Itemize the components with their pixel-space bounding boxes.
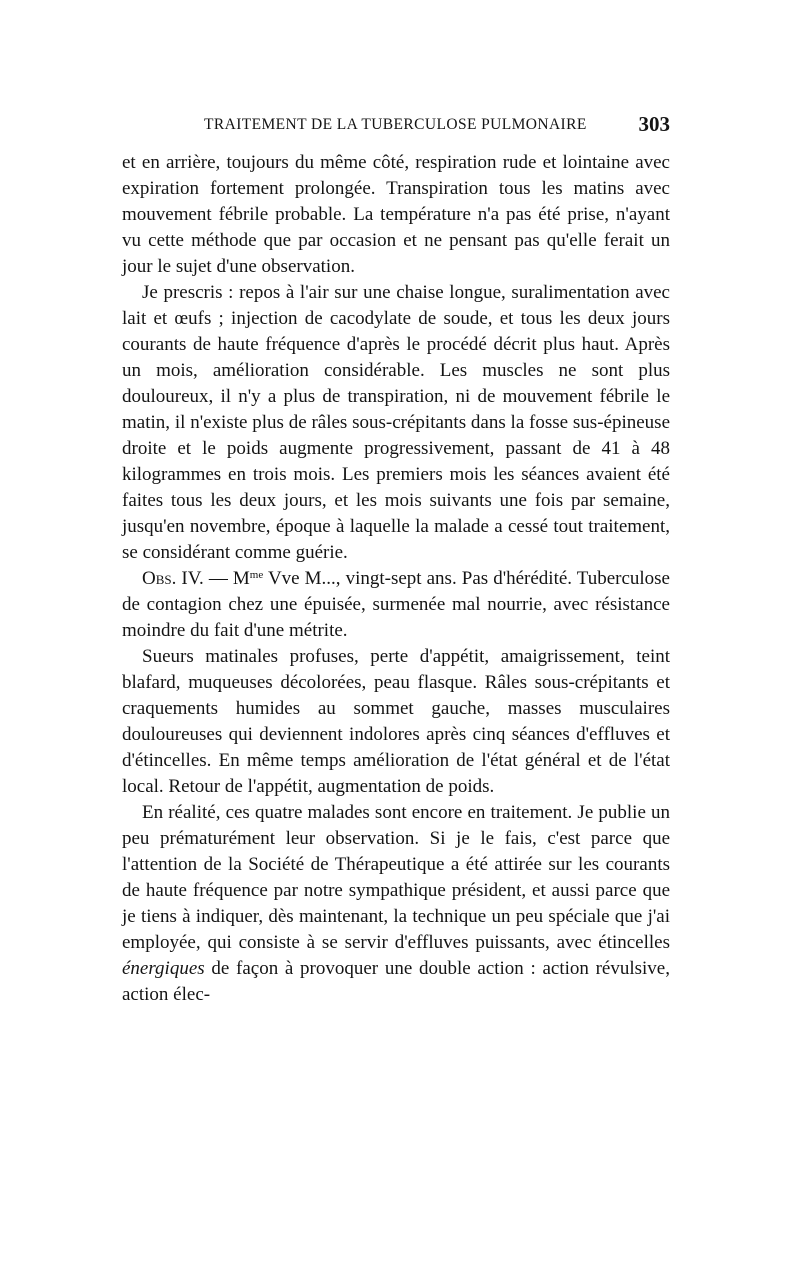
conclusion-emphasis: énergiques [122, 958, 205, 979]
paragraph-symptoms: Sueurs matinales profuses, perte d'appétit, amaigrissement, teint blafard, muqueuses décolorées, peau flasque. Râles sous-crépitants et craquements humides au sommet gauche, masses musculaires douloureuses qui deviennent indolores après cinq séances d'effluves et d'étincelles. En même temps amélioration de l'état général et de l'état local. Retour de l'appétit, augmentation de poids. [122, 646, 670, 797]
conclusion-text-end: de façon à provoquer une double action : action révulsive, action élec- [122, 958, 670, 1005]
conclusion-text-start: En réalité, ces quatre malades sont encore en traitement. Je publie un peu prématurément leur observation. Si je le fais, c'est parce que l'attention de la Société de Thérapeutique a été attirée sur les courants de haute fréquence par notre sympathique président, et aussi parce que je tiens à indiquer, dès maintenant, la technique un peu spéciale que j'ai employée, qui consiste à se servir d'effluves puissants, avec étincelles [122, 802, 670, 953]
observation-superscript: me [249, 569, 264, 581]
observation-text: Vve M..., vingt-sept ans. Pas d'hérédité. Tuberculose de contagion chez une épuisée, surmenée mal nourrie, avec résistance moindre du fait d'une métrite. [122, 568, 670, 641]
page-number: 303 [638, 112, 670, 136]
running-title: TRAITEMENT DE LA TUBERCULOSE PULMONAIRE [204, 116, 587, 133]
observation-dash: — M [203, 568, 250, 589]
paragraph-treatment: Je prescris : repos à l'air sur une chaise longue, suralimentation avec lait et œufs ; injection de cacodylate de soude, et tous les deux jours courants de haute fréquence d'après le procédé décrit plus haut. Après un mois, amélioration considérable. Les muscles ne sont plus douloureux, il n'y a plus de transpiration, ni de mouvement fébrile le matin, il n'existe plus de râles sous-crépitants dans la fosse sus-épineuse droite et le poids augmente progressivement, passant de 41 à 48 kilogrammes en trois mois. Les premiers mois les séances avaient été faites tous les deux jours, et les mois suivants une fois par semaine, jusqu'en novembre, époque à laquelle la malade a cessé tout traitement, se considérant comme guérie. [122, 282, 670, 563]
paragraph-conclusion [122, 800, 670, 1008]
running-head [122, 114, 670, 138]
paragraph-observation-4 [122, 566, 670, 644]
body-text [122, 150, 670, 1008]
paragraph-continuation: et en arrière, toujours du même côté, respiration rude et lointaine avec expiration fortement prolongée. Transpiration tous les matins avec mouvement fébrile probable. La température n'a pas été prise, n'ayant vu cette méthode que par occasion et ne pensant pas qu'elle ferait un jour le sujet d'une observation. [122, 152, 670, 277]
observation-label: Obs. IV. [142, 568, 204, 589]
